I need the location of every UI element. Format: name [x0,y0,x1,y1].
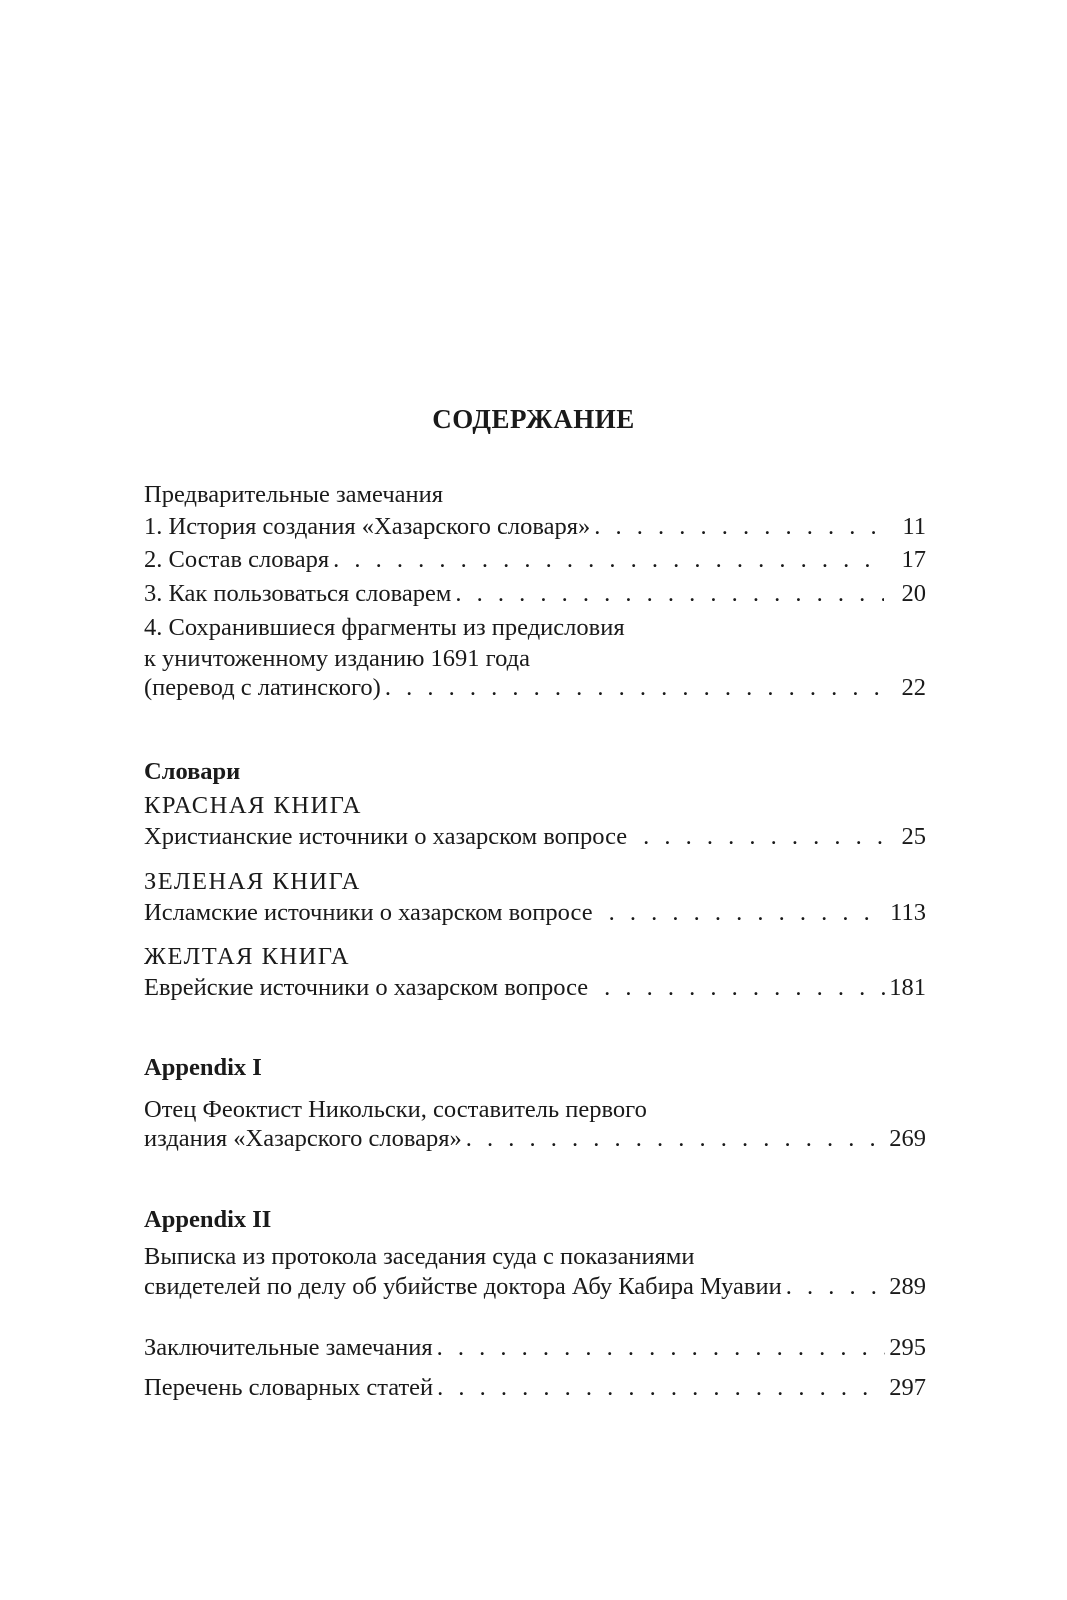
toc-entry-text: 1. История создания «Хазарского словаря» [144,513,591,540]
dot-leader [455,577,883,611]
toc-page-number: 22 [901,674,926,701]
toc-entry-closing-remarks[interactable] [144,1331,926,1365]
dot-leader [466,1122,885,1156]
toc-entry-text: Выписка из протокола заседания суда с показаниями [144,1243,695,1270]
dot-leader [786,1270,886,1304]
toc-book-title-text: ЖЕЛТАЯ КНИГА [144,943,351,970]
toc-section-heading-dictionaries [144,755,926,789]
toc-page-number: 25 [901,823,926,850]
dot-leader [604,971,885,1005]
toc-section-heading-appendix-2 [144,1203,926,1237]
toc-page-number: 17 [901,546,926,573]
toc-entry-text: 4. Сохранившиеся фрагменты из предисловия [144,614,625,641]
toc-entry-article-list[interactable] [144,1371,926,1405]
toc-section-heading-appendix-1 [144,1051,926,1085]
toc-section-heading-text: Appendix I [144,1054,262,1081]
toc-entry-line [144,1270,926,1304]
toc-page-number: 297 [889,1374,926,1401]
toc-book-title-red [144,789,926,823]
toc-page-number: 269 [889,1125,926,1152]
toc-entry-text: 2. Состав словаря [144,546,330,573]
toc-page-number: 295 [889,1334,926,1361]
toc-entry-how-to-use[interactable] [144,577,926,611]
dot-leader [385,671,884,705]
toc-entry-line [144,1122,926,1156]
dot-leader [437,1331,886,1365]
toc-entry-text: Христианские источники о хазарском вопросе [144,823,628,850]
toc-entry-composition[interactable] [144,543,926,577]
toc-book-title-yellow [144,940,926,974]
toc-page-number: 20 [901,580,926,607]
toc-entry-green-book[interactable] [144,896,926,930]
toc-page-number: 113 [890,899,926,926]
toc-entry-text: Перечень словарных статей [144,1374,434,1401]
dot-leader [643,820,883,854]
toc-entry-yellow-book[interactable] [144,971,926,1005]
toc-entry-text: (перевод с латинского) [144,674,381,701]
toc-entry-line [144,671,926,705]
toc-section-heading-text: Предварительные замечания [144,481,444,508]
toc-entry-text: Заключительные замечания [144,1334,433,1361]
toc-entry-line [144,611,926,645]
toc-entry-text: Отец Феоктист Никольски, составитель первого [144,1096,647,1123]
toc-entry-text: 3. Как пользоваться словарем [144,580,452,607]
toc-entry-red-book[interactable] [144,820,926,854]
page-title: СОДЕРЖАНИЕ [432,404,635,434]
toc-entry-text: Исламские источники о хазарском вопросе [144,899,593,926]
toc-page-number: 289 [889,1273,926,1300]
dot-leader [437,1371,885,1405]
dot-leader [609,896,887,930]
toc-page-number: 11 [902,513,926,540]
toc-entry-text: свидетелей по делу об убийстве доктора Абу Кабира Муавии [144,1273,782,1300]
dot-leader [594,510,884,544]
toc-page-number: 181 [889,974,926,1001]
toc-section-heading-intro [144,478,926,512]
toc-entry-text: издания «Хазарского словаря» [144,1125,462,1152]
toc-entry-history[interactable] [144,510,926,544]
toc-book-title-text: КРАСНАЯ КНИГА [144,792,362,819]
toc-entry-text: к уничтоженному изданию 1691 года [144,645,530,672]
toc-section-heading-text: Appendix II [144,1206,272,1233]
toc-section-heading-text: Словари [144,758,241,785]
dot-leader [333,543,883,577]
toc-book-title-green [144,865,926,899]
toc-entry-text: Еврейские источники о хазарском вопросе [144,974,589,1001]
toc-book-title-text: ЗЕЛЕНАЯ КНИГА [144,868,361,895]
toc-entry-line [144,1240,926,1274]
